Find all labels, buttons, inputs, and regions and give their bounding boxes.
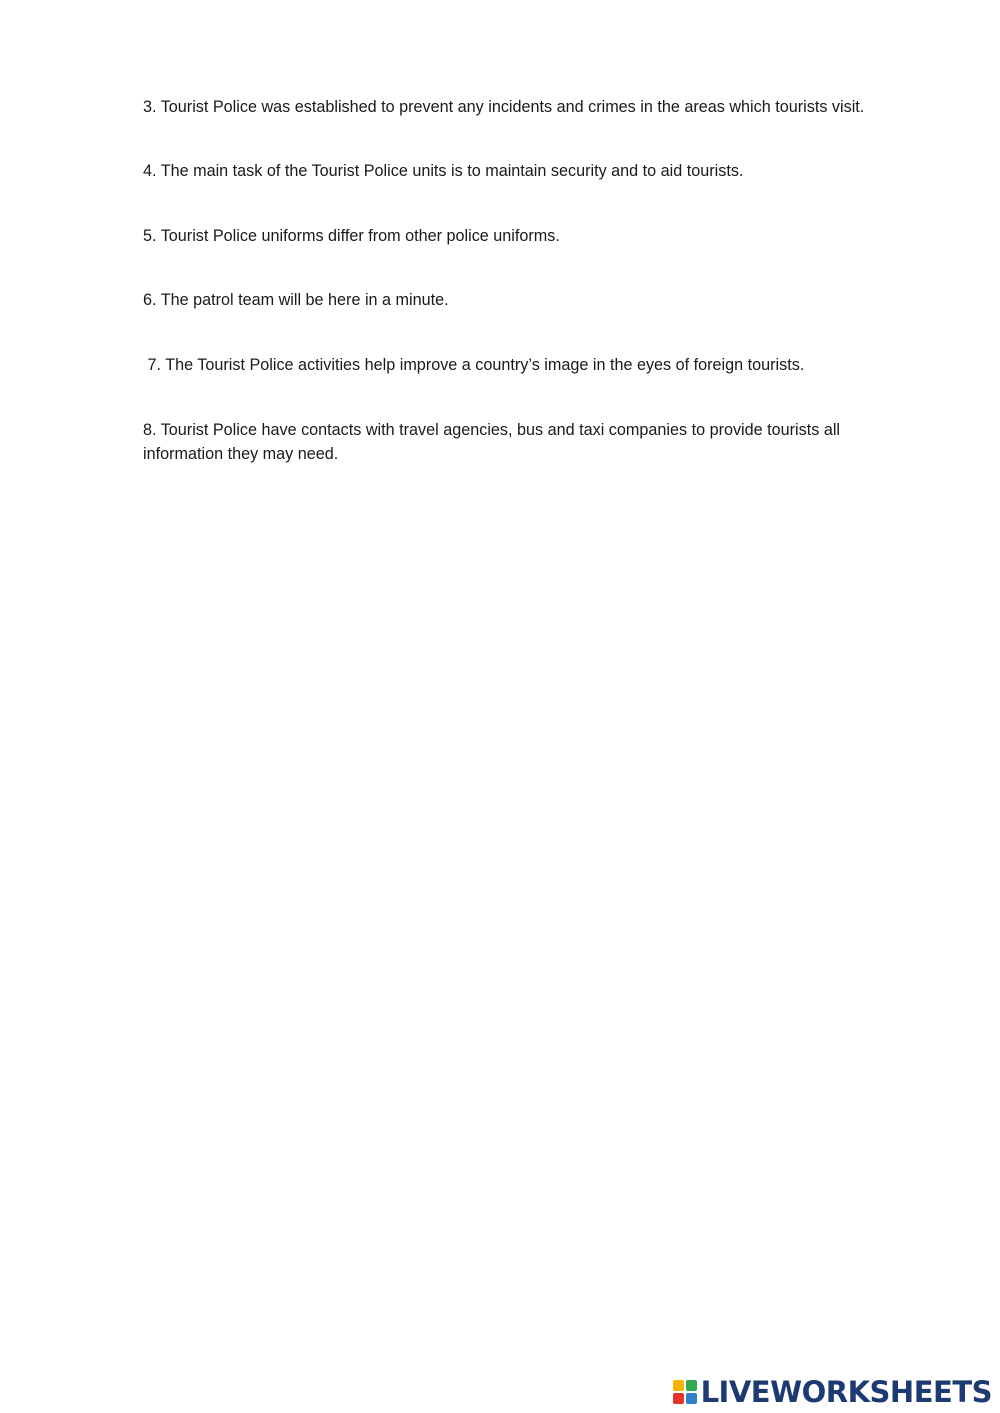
logo-square-green <box>686 1380 697 1391</box>
sentence-6: 6. The patrol team will be here in a minute. <box>143 291 449 309</box>
logo-square-red <box>673 1393 684 1404</box>
sentence-7: 7. The Tourist Police activities help improve a country’s image in the eyes of foreign tourists. <box>143 356 805 374</box>
liveworksheets-brand <box>673 1377 992 1407</box>
logo-square-yellow <box>673 1380 684 1391</box>
logo-square-blue <box>686 1393 697 1404</box>
liveworksheets-logo-icon <box>673 1380 697 1404</box>
sentence-5: 5. Tourist Police uniforms differ from other police uniforms. <box>143 227 560 245</box>
sentence-4: 4. The main task of the Tourist Police units is to maintain security and to aid tourists. <box>143 162 744 180</box>
brand-name: LIVEWORKSHEETS <box>700 1375 992 1409</box>
sentence-8: 8. Tourist Police have contacts with travel agencies, bus and taxi companies to provide tourists all information they may need. <box>143 421 841 463</box>
sentence-3: 3. Tourist Police was established to prevent any incidents and crimes in the areas which tourists visit. <box>143 98 865 116</box>
